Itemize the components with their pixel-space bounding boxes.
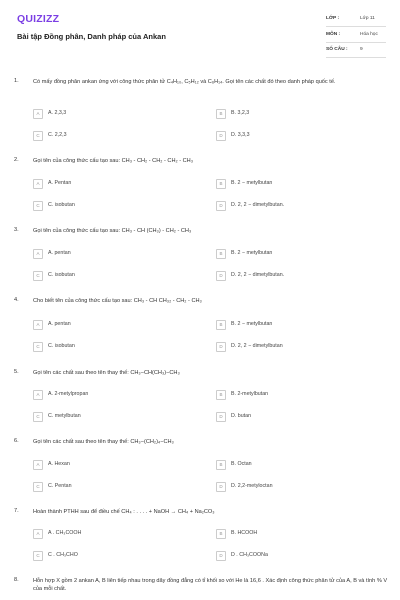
- option-letter-box: A: [33, 109, 43, 119]
- question-text: Gọi tên của công thức cấu tạo sau: CH₃ - CH₂ - CH₂ - CH₂ - CH₃: [33, 158, 193, 164]
- question-number: 6.: [14, 438, 19, 444]
- option-letter-box: C: [33, 551, 43, 561]
- question-number: 7.: [14, 508, 19, 514]
- quizizz-logo: QUIZIZZ: [17, 13, 60, 25]
- question-text: Gọi tên các chất sau theo tên thay thế: CH₃−(CH₂)₄−CH₃: [33, 439, 174, 445]
- question-text: Gọi tên của công thức cấu tạo sau: CH₃ - CH (CH₃) - CH₂ - CH₃: [33, 228, 192, 234]
- option-letter-box: A: [33, 529, 43, 539]
- option-text: D. butan: [231, 413, 252, 419]
- option-letter-box: B: [216, 320, 226, 330]
- subject-underline: [326, 42, 386, 43]
- option-letter-box: C: [33, 412, 43, 422]
- count-underline: [326, 57, 386, 58]
- class-label: LỚP :: [326, 16, 340, 21]
- question-number: 3.: [14, 227, 19, 233]
- option-letter-box: B: [216, 179, 226, 189]
- option-text: B. Octan: [231, 461, 252, 467]
- page-title: Bài tập Đồng phân, Danh pháp của Ankan: [17, 32, 166, 41]
- option-text: A. Hexan: [48, 461, 70, 467]
- option-letter-box: D: [216, 551, 226, 561]
- option-letter-box: A: [33, 460, 43, 470]
- option-text: C. metylbutan: [48, 413, 81, 419]
- question-number: 2.: [14, 157, 19, 163]
- question-number: 8.: [14, 577, 19, 583]
- question-text: Có mấy đồng phân ankan ứng với công thức phân tử C₄H₁₀, C₅H₁₂ và C₆H₁₄. Gọi tên các chất đó theo danh pháp quốc tế.: [33, 79, 336, 85]
- option-text: D . CH₃COONa: [231, 552, 268, 558]
- count-label: SỐ CÂU :: [326, 47, 348, 52]
- count-value: 9: [360, 47, 363, 52]
- option-letter-box: B: [216, 109, 226, 119]
- option-letter-box: D: [216, 482, 226, 492]
- subject-label: MÔN :: [326, 32, 341, 37]
- question-text: Hoàn thành PTHH sau để điều chế CH₄ : . . . . + NaOH → CH₄ + Na₂CO₃: [33, 509, 215, 515]
- question-text: Cho biết tên của công thức cấu tạo sau: CH₃ - CH CH₃₂ - CH₂ - CH₃: [33, 298, 202, 304]
- option-text: C. isobutan: [48, 202, 75, 208]
- option-text: A. Pentan: [48, 180, 72, 186]
- question-number: 5.: [14, 369, 19, 375]
- option-text: A. 2,3,3: [48, 110, 67, 116]
- option-text: A. 2-metylpropan: [48, 391, 89, 397]
- option-letter-box: D: [216, 201, 226, 211]
- option-letter-box: A: [33, 249, 43, 259]
- option-letter-box: B: [216, 529, 226, 539]
- option-text: D. 2, 2 − dimetylbutan: [231, 343, 283, 349]
- question-number: 1.: [14, 78, 19, 84]
- option-text: C. isobutan: [48, 343, 75, 349]
- option-letter-box: A: [33, 390, 43, 400]
- option-letter-box: B: [216, 390, 226, 400]
- question-number: 4.: [14, 297, 19, 303]
- option-letter-box: B: [216, 249, 226, 259]
- subject-value: Hóa học: [360, 32, 378, 37]
- option-text: D. 3,3,3: [231, 132, 250, 138]
- option-text: B. 2 − metylbutan: [231, 180, 273, 186]
- class-value: Lớp 11: [360, 16, 375, 21]
- header: [0, 0, 400, 68]
- option-letter-box: A: [33, 179, 43, 189]
- option-text: C . CH₃CHO: [48, 552, 78, 558]
- option-letter-box: D: [216, 131, 226, 141]
- option-letter-box: D: [216, 271, 226, 281]
- option-letter-box: D: [216, 412, 226, 422]
- option-text: C. isobutan: [48, 272, 75, 278]
- option-text: A. pentan: [48, 321, 71, 327]
- option-text: C. 2,2,3: [48, 132, 67, 138]
- option-letter-box: C: [33, 201, 43, 211]
- question-text: Hỗn hợp X gồm 2 ankan A, B liên tiếp nhau trong dãy đồng đẳng có tỉ khối so với He là 16,6 . Xác định công thức phân tử của A, B và tính % V của mỗi chất.: [33, 578, 388, 592]
- question-text: Gọi tên các chất sau theo tên thay thế: CH₃−CH(CH₃)−CH₃: [33, 370, 180, 376]
- option-letter-box: A: [33, 320, 43, 330]
- option-text: A . CH₃COOH: [48, 530, 82, 536]
- option-letter-box: C: [33, 482, 43, 492]
- option-text: D. 2, 2 − dimetylbutan.: [231, 272, 285, 278]
- option-text: B. 2 − metylbutan: [231, 250, 273, 256]
- option-text: B. 3,2,3: [231, 110, 250, 116]
- option-letter-box: C: [33, 342, 43, 352]
- option-letter-box: D: [216, 342, 226, 352]
- option-text: A. pentan: [48, 250, 71, 256]
- option-text: B. 2-metylbutan: [231, 391, 269, 397]
- option-letter-box: C: [33, 131, 43, 141]
- option-text: B. HCOOH: [231, 530, 258, 536]
- class-underline: [326, 26, 386, 27]
- option-text: D. 2, 2 − dimetylbutan.: [231, 202, 285, 208]
- option-letter-box: B: [216, 460, 226, 470]
- option-letter-box: C: [33, 271, 43, 281]
- option-text: B. 2 − metylbutan: [231, 321, 273, 327]
- option-text: C. Pentan: [48, 483, 72, 489]
- option-text: D. 2,2-metyloctan: [231, 483, 273, 489]
